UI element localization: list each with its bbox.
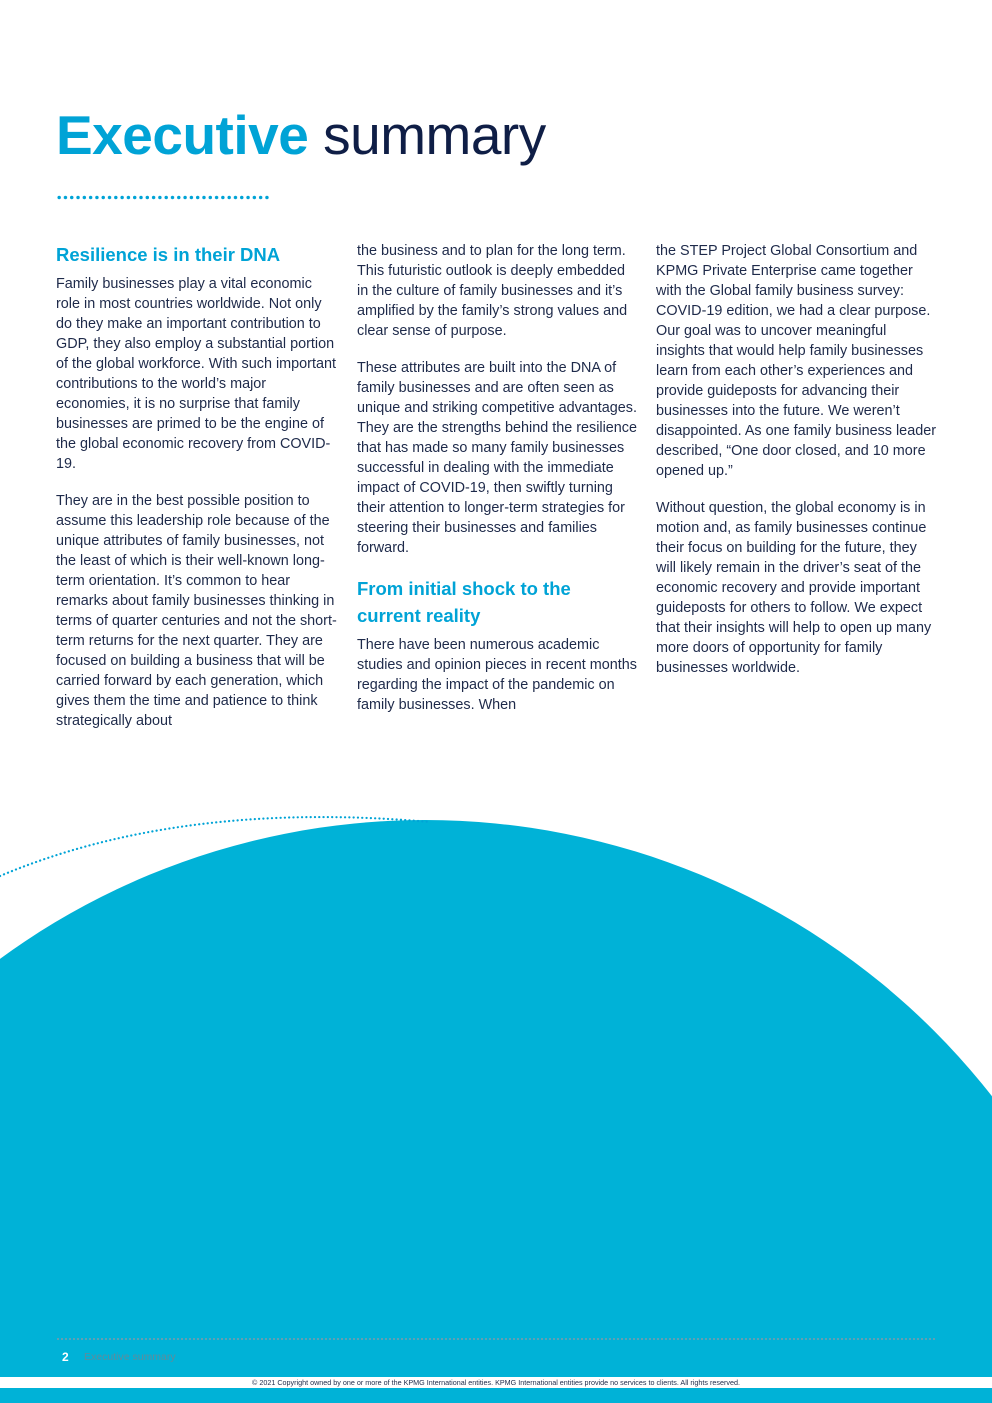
title-strong: Executive: [56, 104, 309, 166]
heading-shock: From initial shock to the current reality: [357, 578, 571, 626]
footer-dotted-rule: [56, 1338, 936, 1340]
page-number: 2: [62, 1350, 69, 1364]
paragraph-resilience-2a: They are in the best possible position to assume this leadership role because of the unique attributes of family businesses, not the least of which is their well-known long-term orientation. It’s common to hear remarks about family businesses thinking in terms of quarter centuries and not the short-term returns for the next quarter. They are focused on building a business that will be carried forward by each generation, which gives them the time and patience to think strategically about: [56, 493, 337, 729]
page-title: [56, 100, 546, 170]
footer-section-label: Executive summary: [84, 1351, 176, 1363]
paragraph-resilience-3: These attributes are built into the DNA of family businesses and are often seen as unique and striking competitive advantages. They are the strengths behind the resilience that has made so many family businesses successful in dealing with the immediate impact of COVID-19, then swiftly turning their attention to longer-term strategies for steering their businesses and families forward.: [357, 360, 637, 556]
title-dotted-rule: [56, 195, 270, 200]
heading-resilience: Resilience is in their DNA: [56, 244, 281, 265]
copyright-notice: © 2021 Copyright owned by one or more of the KPMG International entities. KPMG International entities provide no services to clients. All rights reserved.: [0, 1377, 992, 1388]
column-2: [357, 241, 639, 732]
paragraph-shock-2: Without question, the global economy is in motion and, as family businesses continue their focus on building for the future, they will likely remain in the driver’s seat of the economic recovery and provide important guideposts for others to follow. We expect that their insights will help to open up many more doors of opportunity for family businesses worldwide.: [656, 500, 932, 676]
large-blue-circle: [0, 820, 992, 1403]
paragraph-resilience-2b: the business and to plan for the long term. This futuristic outlook is deeply embedded in the culture of family businesses and it’s amplified by the family’s strong values and clear sense of purpose.: [357, 243, 628, 339]
column-1: [56, 241, 338, 748]
paragraph-resilience-1: Family businesses play a vital economic role in most countries worldwide. Not only do they make an important contribution to GDP, they also employ a substantial portion of the global workforce. With such important contributions to the world’s major economies, it is no surprise that family businesses are primed to be the engine of the global economic recovery from COVID-19.: [56, 276, 336, 472]
paragraph-shock-1b: the STEP Project Global Consortium and KPMG Private Enterprise came together with the Global family business survey: COVID-19 edition, we had a clear purpose. Our goal was to uncover meaningful insights that would help family businesses learn from each other’s experiences and provide guideposts for advancing their businesses into the future. We weren’t disappointed. As one family business leader described, “One door closed, and 10 more opened up.”: [656, 243, 936, 479]
title-rest: summary: [308, 104, 546, 166]
column-3: [656, 241, 938, 695]
bottom-color-band: [0, 1389, 992, 1403]
paragraph-shock-1a: There have been numerous academic studies and opinion pieces in recent months regarding the impact of the pandemic on family businesses. When: [357, 637, 637, 713]
